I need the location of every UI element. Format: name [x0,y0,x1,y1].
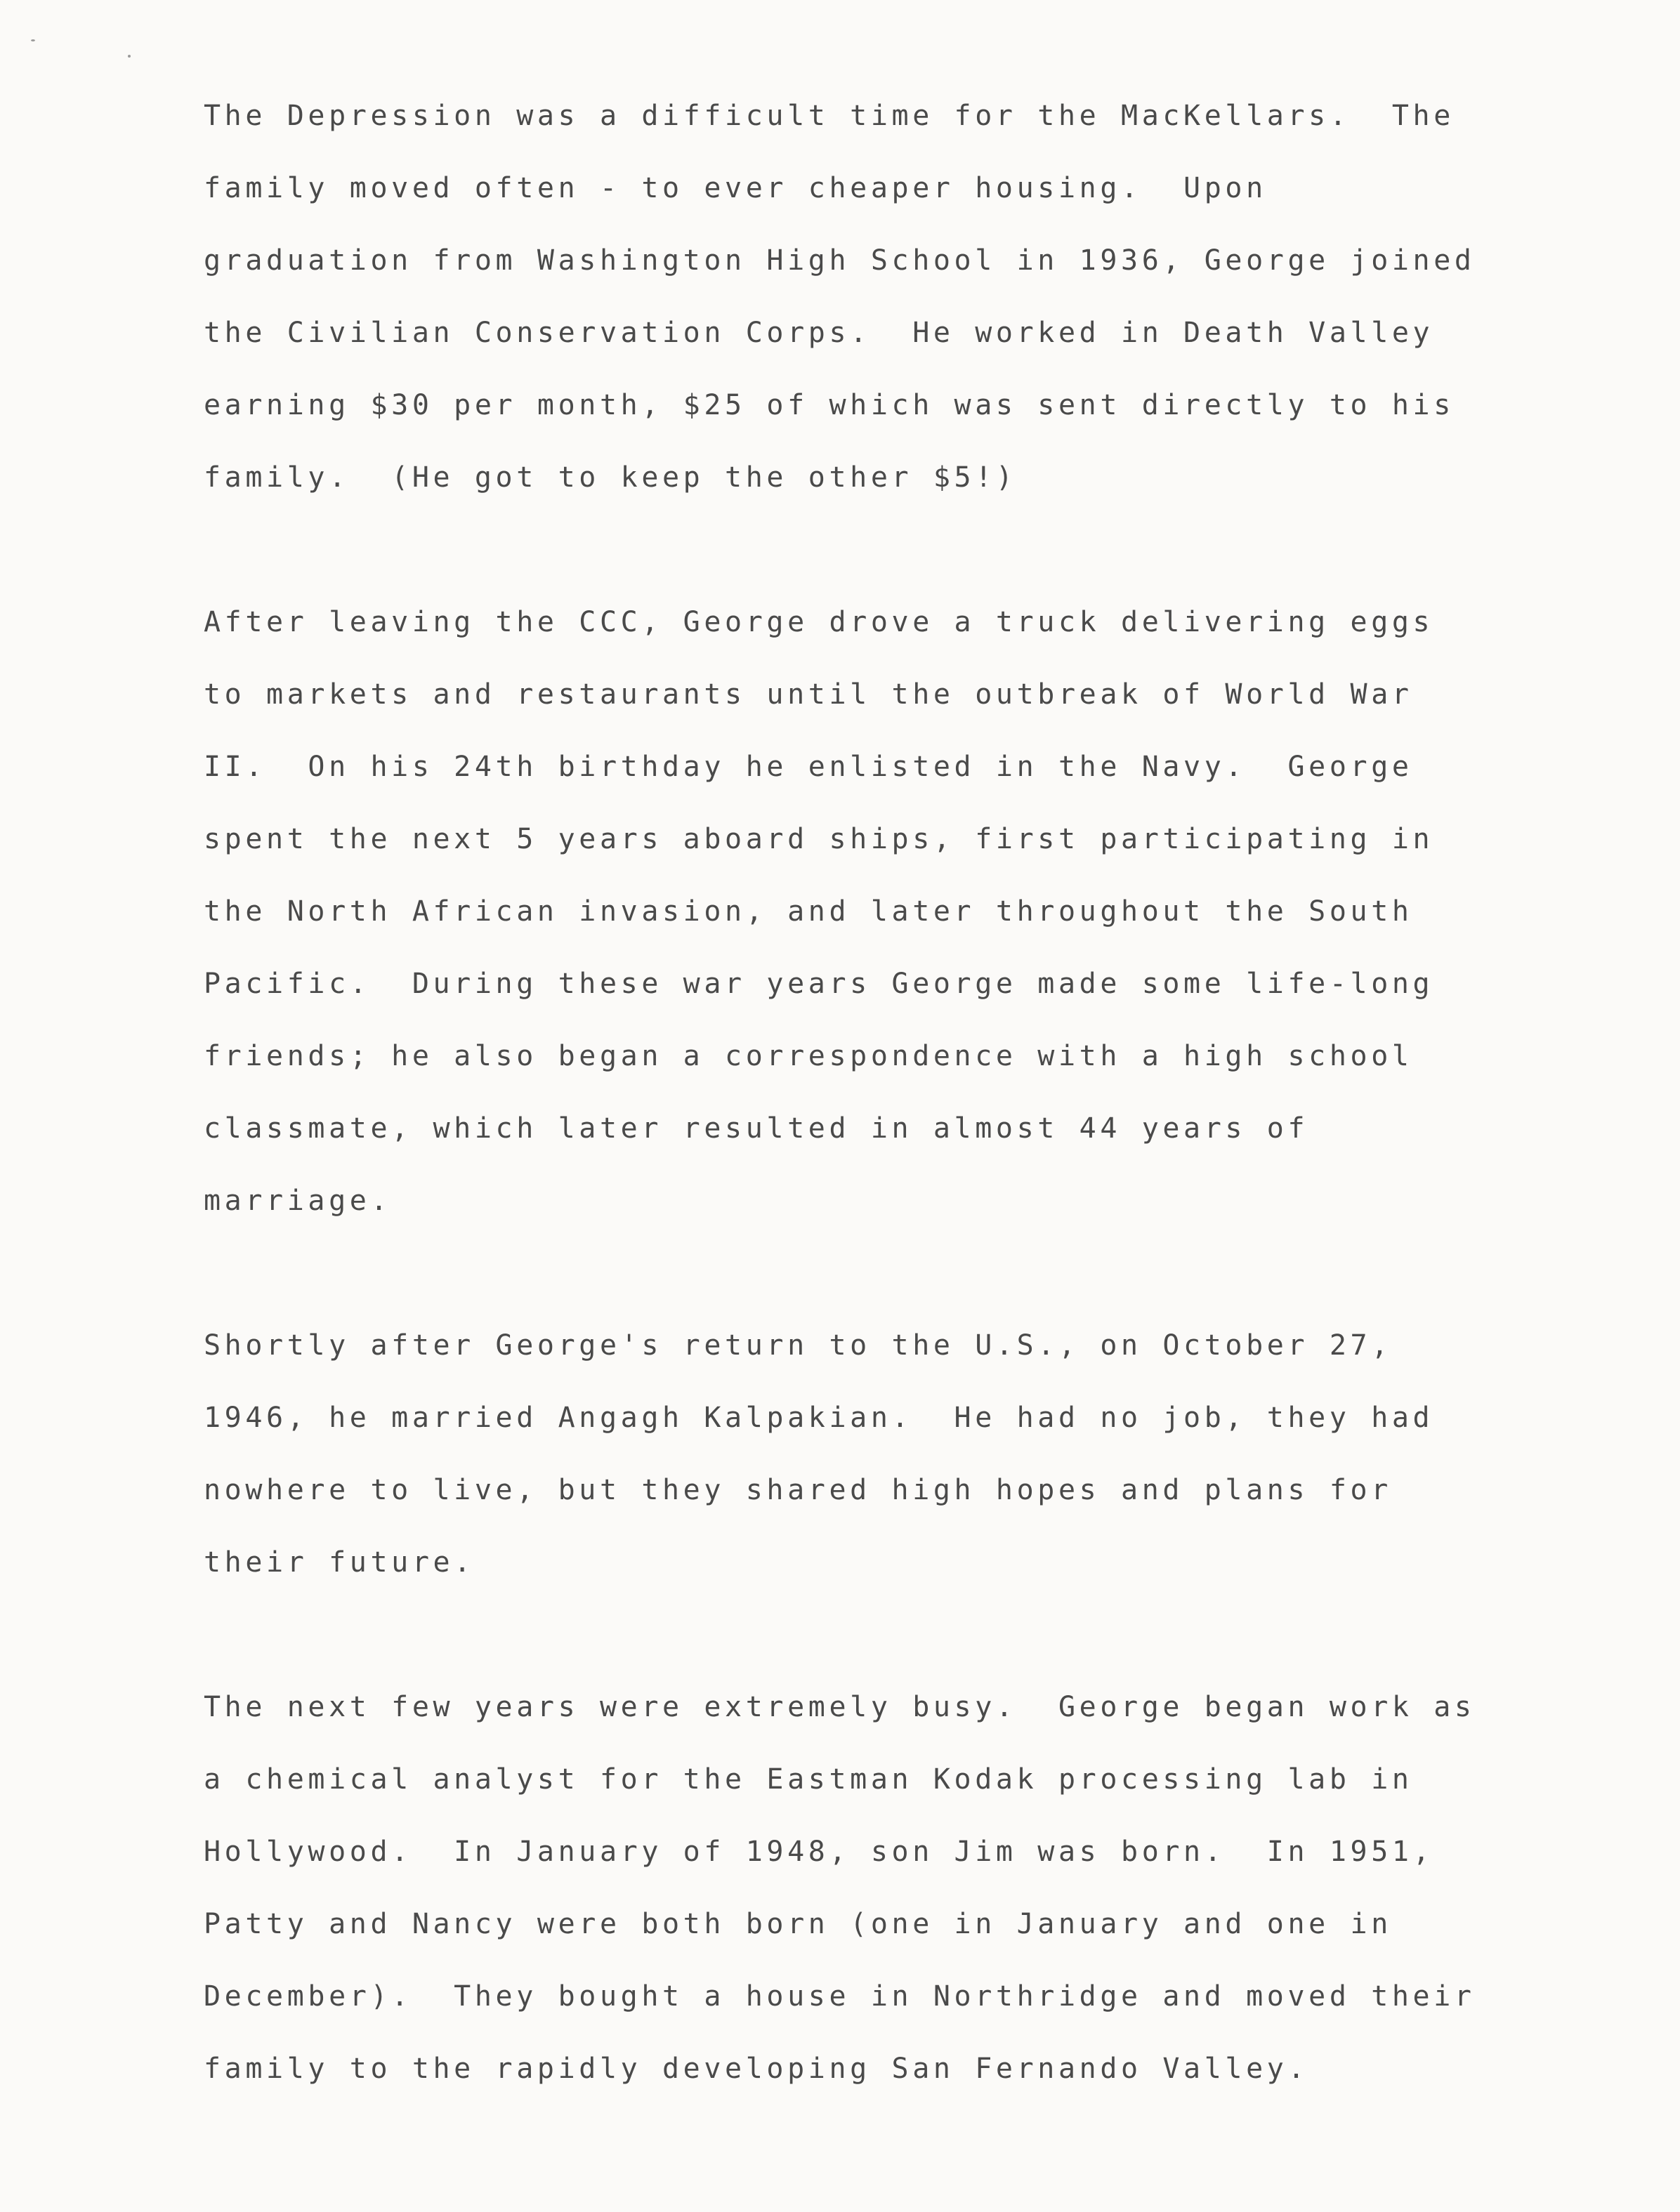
text-line: family to the rapidly developing San Fernando Valley. [204,2053,1309,2085]
text-line: family. (He got to keep the other $5!) [204,461,1017,494]
text-line: the North African invasion, and later throughout the South [204,895,1413,928]
paragraph-gap [204,524,1538,596]
text-line: friends; he also began a correspondence with a high school [204,1040,1413,1072]
paragraph-2 [204,596,1538,1247]
text-line: Pacific. During these war years George made some life-long [204,968,1434,1000]
text-line: family moved often - to ever cheaper housing. Upon [204,172,1267,204]
text-line: marriage. [204,1185,392,1217]
text-line: The next few years were extremely busy. George began work as [204,1691,1476,1723]
text-line: classmate, which later resulted in almost 44 years of [204,1112,1309,1145]
document-body [204,90,1538,2115]
text-line: After leaving the CCC, George drove a truck delivering eggs [204,606,1434,638]
paper-speck [128,55,131,58]
text-line: their future. [204,1546,475,1579]
text-line: The Depression was a difficult time for the MacKellars. The [204,100,1455,132]
text-line: 1946, he married Angagh Kalpakian. He had no job, they had [204,1402,1434,1434]
text-line: December). They bought a house in Northridge and moved their [204,1980,1476,2013]
text-line: Shortly after George's return to the U.S., on October 27, [204,1329,1392,1362]
text-line: a chemical analyst for the Eastman Kodak processing lab in [204,1763,1413,1796]
text-line: the Civilian Conservation Corps. He worked in Death Valley [204,317,1434,349]
text-line: Hollywood. In January of 1948, son Jim was born. In 1951, [204,1836,1434,1868]
text-line: to markets and restaurants until the outbreak of World War [204,678,1413,711]
paragraph-gap [204,1609,1538,1681]
text-line: Patty and Nancy were both born (one in January and one in [204,1908,1392,1940]
text-line: II. On his 24th birthday he enlisted in the Navy. George [204,751,1413,783]
text-line: earning $30 per month, $25 of which was sent directly to his [204,389,1455,421]
text-line: spent the next 5 years aboard ships, first participating in [204,823,1434,855]
text-line: graduation from Washington High School in 1936, George joined [204,244,1476,277]
paragraph-4 [204,1681,1538,2115]
text-line: nowhere to live, but they shared high hopes and plans for [204,1474,1392,1506]
paragraph-3 [204,1319,1538,1609]
paper-speck [31,39,35,41]
paragraph-gap [204,1247,1538,1319]
paragraph-1 [204,90,1538,524]
